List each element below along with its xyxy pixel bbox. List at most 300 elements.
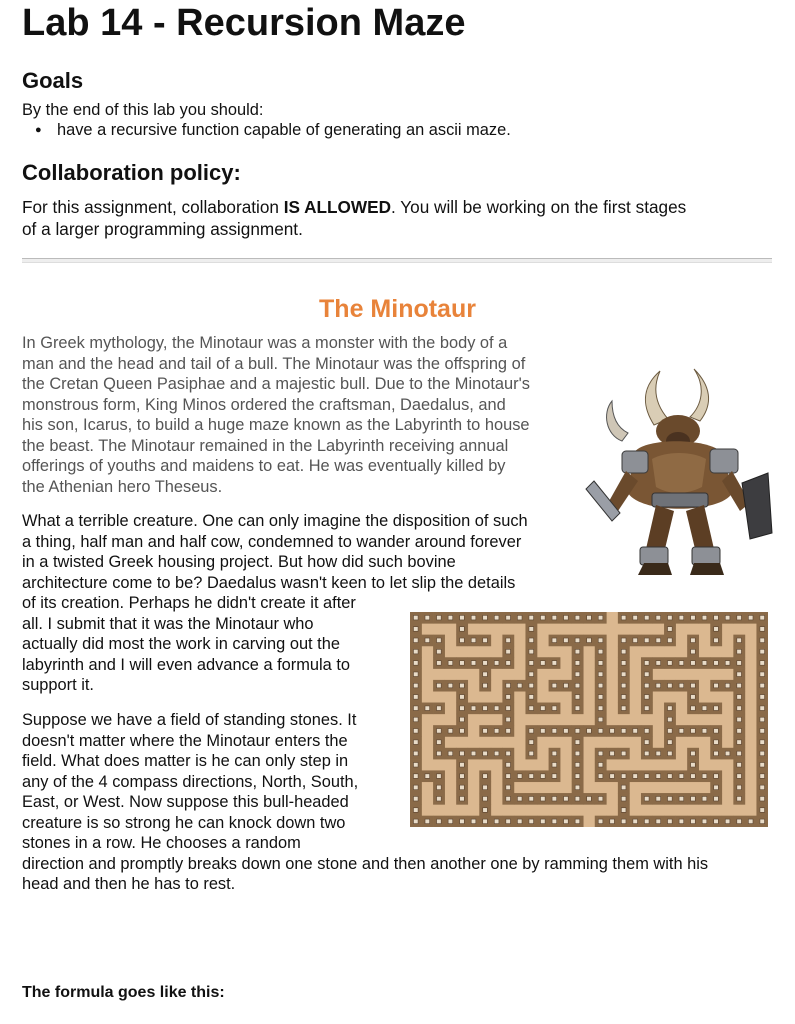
maze-stone-mark	[575, 672, 580, 677]
maze-stone-mark	[621, 672, 626, 677]
goals-intro: By the end of this lab you should:	[22, 101, 264, 119]
maze-stone-mark	[413, 785, 418, 790]
maze-stone-mark	[575, 683, 580, 688]
collab-text-start: For this assignment, collaboration	[22, 197, 284, 217]
maze-stone-mark	[413, 740, 418, 745]
maze-stone-mark	[621, 695, 626, 700]
maze-stone-mark	[506, 717, 511, 722]
maze-stone-mark	[679, 729, 684, 734]
maze-stone-mark	[460, 751, 465, 756]
maze-stone-mark	[541, 729, 546, 734]
maze-stone-mark	[760, 717, 765, 722]
para1-line: In Greek mythology, the Minotaur was a monster with the body of a	[22, 334, 508, 352]
maze-stone-mark	[621, 615, 626, 620]
maze-stone-mark	[541, 706, 546, 711]
maze-stone-mark	[598, 751, 603, 756]
maze-stone-mark	[714, 638, 719, 643]
maze-stone-mark	[714, 785, 719, 790]
maze-stone-mark	[517, 774, 522, 779]
maze-stone-mark	[760, 695, 765, 700]
maze-stone-mark	[460, 774, 465, 779]
maze-stone-mark	[668, 706, 673, 711]
maze-stone-mark	[679, 661, 684, 666]
maze-stone-mark	[437, 615, 442, 620]
para1-line: his son, Icarus, to build a huge maze known as the Labyrinth to house	[22, 416, 530, 434]
maze-stone-mark	[413, 638, 418, 643]
maze-stone-mark	[506, 785, 511, 790]
maze-stone-mark	[483, 774, 488, 779]
maze-stone-mark	[448, 683, 453, 688]
maze-stone-mark	[425, 706, 430, 711]
maze-stone-mark	[506, 683, 511, 688]
maze-stone-mark	[413, 819, 418, 824]
maze-stone-mark	[575, 695, 580, 700]
maze-stone-mark	[529, 819, 534, 824]
maze-stone-mark	[552, 796, 557, 801]
maze-stone-mark	[460, 627, 465, 632]
maze-stone-mark	[656, 615, 661, 620]
maze-stone-mark	[714, 729, 719, 734]
maze-stone-mark	[494, 819, 499, 824]
maze-stone-mark	[598, 819, 603, 824]
maze-stone-mark	[564, 615, 569, 620]
para2-line: all. I submit that it was the Minotaur who	[22, 614, 314, 633]
maze-stone-mark	[737, 796, 742, 801]
maze-stone-mark	[413, 695, 418, 700]
para3-line: creature is so strong he can knock down two	[22, 813, 346, 832]
maze-stone-mark	[760, 751, 765, 756]
maze-stone-mark	[413, 763, 418, 768]
maze-stone-mark	[644, 683, 649, 688]
maze-stone-mark	[633, 774, 638, 779]
maze-stone-mark	[460, 729, 465, 734]
maze-stone-mark	[437, 683, 442, 688]
maze-stone-mark	[448, 819, 453, 824]
maze-stone-mark	[760, 649, 765, 654]
maze-stone-mark	[529, 796, 534, 801]
maze-stone-mark	[714, 683, 719, 688]
maze-stone-mark	[621, 774, 626, 779]
maze-stone-mark	[714, 615, 719, 620]
maze-stone-mark	[471, 638, 476, 643]
maze-stone-mark	[668, 683, 673, 688]
maze-stone-mark	[529, 706, 534, 711]
maze-stone-mark	[587, 729, 592, 734]
maze-stone-mark	[506, 706, 511, 711]
maze-stone-mark	[448, 661, 453, 666]
maze-stone-mark	[575, 819, 580, 824]
maze-stone-mark	[437, 819, 442, 824]
maze-stone-mark	[460, 695, 465, 700]
maze-stone-mark	[737, 672, 742, 677]
maze-stone-mark	[483, 796, 488, 801]
collab-heading: Collaboration policy:	[22, 160, 241, 185]
para2-line: of its creation. Perhaps he didn't create it after	[22, 594, 356, 612]
para1-line: man and the head and tail of a bull. The Minotaur was the offspring of	[22, 354, 526, 373]
maze-stone-mark	[644, 751, 649, 756]
maze-stone-mark	[748, 615, 753, 620]
maze-stone-mark	[494, 615, 499, 620]
maze-stone-mark	[760, 661, 765, 666]
minotaur-figure	[582, 363, 777, 578]
maze-stone-mark	[437, 649, 442, 654]
maze-stone-mark	[598, 729, 603, 734]
maze-stone-mark	[483, 683, 488, 688]
maze-stone-mark	[541, 796, 546, 801]
maze-stone-mark	[737, 751, 742, 756]
maze-stone-mark	[460, 819, 465, 824]
para3-line: stones in a row. He chooses a random	[22, 834, 301, 852]
maze-stone-mark	[460, 683, 465, 688]
maze-stone-mark	[656, 751, 661, 756]
maze-stone-mark	[644, 706, 649, 711]
maze-stone-mark	[413, 661, 418, 666]
maze-stone-mark	[483, 706, 488, 711]
maze-stone-mark	[541, 615, 546, 620]
maze-stone-mark	[413, 717, 418, 722]
maze-stone-mark	[691, 615, 696, 620]
para3-line: direction and promptly breaks down one stone and then another one by ramming them with his	[22, 854, 709, 873]
maze-stone-mark	[691, 683, 696, 688]
maze-stone-mark	[437, 785, 442, 790]
maze-stone-mark	[737, 683, 742, 688]
para2-line: in a twisted Greek housing project. But how did such bovine	[22, 553, 456, 571]
maze-stone-mark	[541, 819, 546, 824]
maze-stone-mark	[460, 717, 465, 722]
maze-stone-mark	[448, 729, 453, 734]
maze-stone-mark	[460, 763, 465, 768]
maze-stone-mark	[425, 638, 430, 643]
para1-line: offerings of youths and maidens to eat. He was eventually killed by	[22, 457, 506, 475]
para1-line: the Cretan Queen Pasiphae and a majestic bull. Due to the Minotaur's	[22, 375, 530, 393]
maze-stone-mark	[517, 819, 522, 824]
para3-line: East, or West. Now suppose this bull-headed	[22, 793, 349, 811]
collab-text	[22, 196, 686, 240]
minotaur-para-1	[22, 333, 530, 497]
maze-stone-mark	[460, 706, 465, 711]
maze-stone-mark	[575, 615, 580, 620]
maze-stone-mark	[644, 819, 649, 824]
maze-stone-mark	[644, 638, 649, 643]
maze-stone-mark	[644, 661, 649, 666]
maze-stone-mark	[714, 819, 719, 824]
maze-stone-mark	[483, 638, 488, 643]
maze-stone-mark	[460, 661, 465, 666]
para3-line: head and then he has to rest.	[22, 875, 236, 893]
maze-stone-mark	[725, 819, 730, 824]
maze-stone-mark	[656, 638, 661, 643]
maze-stone-mark	[702, 661, 707, 666]
para2-line: What a terrible creature. One can only imagine the disposition of such	[22, 512, 528, 530]
maze-stone-mark	[714, 740, 719, 745]
maze-stone-mark	[575, 740, 580, 745]
maze-stone-mark	[737, 729, 742, 734]
maze-stone-mark	[691, 751, 696, 756]
maze-stone-mark	[413, 615, 418, 620]
maze-stone-mark	[621, 649, 626, 654]
maze-stone-mark	[644, 672, 649, 677]
maze-stone-mark	[529, 774, 534, 779]
maze-stone-mark	[760, 808, 765, 813]
maze-stone-mark	[598, 706, 603, 711]
maze-stone-mark	[471, 615, 476, 620]
maze-stone-mark	[691, 649, 696, 654]
maze-stone-mark	[437, 729, 442, 734]
maze-stone-mark	[748, 819, 753, 824]
maze-stone-mark	[679, 615, 684, 620]
para1-line: the beast. The Minotaur remained in the Labyrinth receiving annual	[22, 436, 509, 455]
maze-stone-mark	[529, 672, 534, 677]
maze-stone-mark	[668, 717, 673, 722]
maze-stone-mark	[575, 785, 580, 790]
maze-stone-mark	[529, 751, 534, 756]
para3-line: any of the 4 compass directions, North, South,	[22, 772, 359, 791]
maze-stone-mark	[529, 661, 534, 666]
maze-stone-mark	[552, 751, 557, 756]
maze-stone-mark	[552, 774, 557, 779]
maze-stone-mark	[598, 638, 603, 643]
maze-stone-mark	[483, 615, 488, 620]
maze-stone-mark	[668, 729, 673, 734]
maze-stone-mark	[760, 774, 765, 779]
maze-stone-mark	[621, 683, 626, 688]
maze-stone-mark	[621, 785, 626, 790]
maze-stone-mark	[679, 683, 684, 688]
maze-stone-mark	[425, 774, 430, 779]
maze-stone-mark	[691, 796, 696, 801]
para2-line: support it.	[22, 676, 94, 694]
maze-stone-mark	[575, 706, 580, 711]
maze-stone-mark	[633, 638, 638, 643]
maze-stone-mark	[506, 695, 511, 700]
maze-stone-mark	[737, 615, 742, 620]
maze-stone-mark	[691, 695, 696, 700]
maze-stone-mark	[760, 638, 765, 643]
maze-stone-mark	[725, 751, 730, 756]
maze-stone-mark	[737, 785, 742, 790]
collab-allowed: IS ALLOWED	[283, 197, 392, 217]
maze-stone-mark	[413, 796, 418, 801]
maze-stone-mark	[644, 615, 649, 620]
maze-stone-mark	[494, 661, 499, 666]
maze-stone-mark	[413, 774, 418, 779]
maze-stone-mark	[702, 796, 707, 801]
maze-stone-mark	[714, 627, 719, 632]
maze-stone-mark	[564, 796, 569, 801]
maze-stone-mark	[460, 796, 465, 801]
maze-stone-mark	[471, 751, 476, 756]
maze-stone-mark	[506, 774, 511, 779]
maze-stone-mark	[644, 796, 649, 801]
maze-stone-mark	[552, 683, 557, 688]
maze-illustration	[410, 612, 768, 827]
maze-stone-mark	[587, 638, 592, 643]
maze-stone-mark	[760, 672, 765, 677]
maze-stone-mark	[437, 796, 442, 801]
maze-stone-mark	[702, 706, 707, 711]
maze-stone-mark	[598, 649, 603, 654]
maze-stone-mark	[760, 683, 765, 688]
maze-stone-mark	[598, 796, 603, 801]
maze-stone-mark	[725, 683, 730, 688]
maze-stone-mark	[506, 796, 511, 801]
para2-line: a thing, half man and half cow, condemned to wander around forever	[22, 532, 522, 551]
maze-stone-mark	[760, 740, 765, 745]
maze-stone-mark	[529, 638, 534, 643]
maze-stone-mark	[437, 740, 442, 745]
maze-stone-mark	[621, 819, 626, 824]
maze-stone-mark	[714, 706, 719, 711]
maze-stone-mark	[413, 627, 418, 632]
maze-stone-mark	[598, 615, 603, 620]
maze-stone-mark	[644, 740, 649, 745]
maze-stone-mark	[691, 763, 696, 768]
maze-stone-mark	[598, 672, 603, 677]
maze-stone-mark	[668, 796, 673, 801]
maze-stone-mark	[656, 819, 661, 824]
maze-stone-mark	[437, 774, 442, 779]
maze-stone-mark	[656, 661, 661, 666]
maze-stone-mark	[564, 819, 569, 824]
maze-stone-mark	[714, 751, 719, 756]
maze-stone-mark	[598, 683, 603, 688]
maze-stone-mark	[737, 695, 742, 700]
maze-stone-mark	[668, 638, 673, 643]
maze-stone-mark	[691, 706, 696, 711]
maze-stone-mark	[564, 683, 569, 688]
maze-stone-mark	[483, 751, 488, 756]
maze-stone-mark	[413, 751, 418, 756]
goals-heading: Goals	[22, 68, 84, 93]
maze-stone-mark	[575, 661, 580, 666]
maze-stone-mark	[714, 774, 719, 779]
maze-stone-mark	[679, 819, 684, 824]
maze-stone-mark	[760, 627, 765, 632]
maze-stone-mark	[506, 751, 511, 756]
maze-stone-mark	[529, 683, 534, 688]
maze-stone-mark	[564, 638, 569, 643]
maze-stone-mark	[448, 751, 453, 756]
maze-stone-mark	[702, 615, 707, 620]
minotaur-heading: The Minotaur	[319, 295, 476, 323]
maze-stone-mark	[668, 661, 673, 666]
maze-stone-mark	[517, 615, 522, 620]
maze-stone-mark	[668, 627, 673, 632]
maze-stone-mark	[668, 751, 673, 756]
maze-stone-mark	[575, 638, 580, 643]
para2-line: labyrinth and I will even advance a formula to	[22, 655, 350, 674]
maze-stone-mark	[494, 751, 499, 756]
maze-stone-mark	[587, 615, 592, 620]
maze-stone-mark	[621, 661, 626, 666]
maze-stone-mark	[737, 638, 742, 643]
maze-stone-mark	[633, 729, 638, 734]
maze-stone-mark	[644, 695, 649, 700]
para2-line: architecture come to be? Daedalus wasn't keen to let slip the details	[22, 573, 516, 592]
maze-stone-mark	[760, 819, 765, 824]
maze-stone-mark	[483, 808, 488, 813]
maze-stone-mark	[483, 785, 488, 790]
maze-stone-mark	[737, 661, 742, 666]
maze-stone-mark	[517, 796, 522, 801]
maze-stone-mark	[610, 751, 615, 756]
maze-stone-mark	[633, 615, 638, 620]
maze-stone-mark	[691, 819, 696, 824]
maze-stone-mark	[737, 819, 742, 824]
para1-line: the Athenian hero Theseus.	[22, 477, 223, 496]
maze-stone-mark	[633, 819, 638, 824]
maze-stone-mark	[471, 819, 476, 824]
maze-stone-mark	[575, 796, 580, 801]
maze-stone-mark	[437, 661, 442, 666]
maze-stone-mark	[621, 796, 626, 801]
maze-stone-mark	[691, 774, 696, 779]
maze-stone-mark	[413, 649, 418, 654]
maze-stone-mark	[737, 740, 742, 745]
maze-stone-mark	[656, 796, 661, 801]
maze-stone-mark	[413, 683, 418, 688]
maze-stone-mark	[425, 819, 430, 824]
maze-stone-mark	[541, 774, 546, 779]
maze-stone-mark	[413, 729, 418, 734]
maze-stone-mark	[760, 706, 765, 711]
maze-stone-mark	[552, 706, 557, 711]
goals-bullet: ● have a recursive function capable of generating an ascii maze.	[22, 120, 795, 141]
maze-stone-mark	[552, 729, 557, 734]
maze-stone-mark	[679, 774, 684, 779]
maze-stone-mark	[587, 796, 592, 801]
maze-stone-mark	[598, 774, 603, 779]
maze-stone-mark	[725, 661, 730, 666]
maze-stone-mark	[725, 615, 730, 620]
maze-stone-mark	[552, 763, 557, 768]
maze-stone-mark	[610, 729, 615, 734]
maze-stone-mark	[437, 638, 442, 643]
maze-stone-mark	[529, 695, 534, 700]
maze-stone-mark	[621, 729, 626, 734]
maze-stone-mark	[506, 649, 511, 654]
maze-stone-mark	[460, 785, 465, 790]
maze-stone-mark	[644, 729, 649, 734]
maze-stone-mark	[656, 683, 661, 688]
maze-stone-mark	[679, 796, 684, 801]
maze-stone-mark	[598, 717, 603, 722]
maze-stone-mark	[691, 661, 696, 666]
maze-stone-mark	[437, 751, 442, 756]
maze-stone-mark	[575, 649, 580, 654]
maze-stone-mark	[437, 706, 442, 711]
maze-stone-mark	[621, 751, 626, 756]
maze-stone-mark	[494, 729, 499, 734]
maze-stone-mark	[714, 661, 719, 666]
maze-stone-mark	[621, 706, 626, 711]
maze-stone-mark	[702, 774, 707, 779]
maze-stone-mark	[413, 808, 418, 813]
maze-stone-mark	[506, 819, 511, 824]
maze-stone-mark	[760, 729, 765, 734]
maze-stone-mark	[737, 717, 742, 722]
maze-stone-mark	[413, 706, 418, 711]
maze-stone-mark	[448, 615, 453, 620]
maze-stone-mark	[737, 774, 742, 779]
collab-text-line2: of a larger programming assignment.	[22, 219, 303, 239]
maze-stone-mark	[575, 751, 580, 756]
maze-stone-mark	[506, 615, 511, 620]
maze-stone-mark	[413, 672, 418, 677]
maze-stone-mark	[610, 774, 615, 779]
page-title: Lab 14 - Recursion Maze	[22, 2, 466, 44]
maze-stone-mark	[552, 638, 557, 643]
